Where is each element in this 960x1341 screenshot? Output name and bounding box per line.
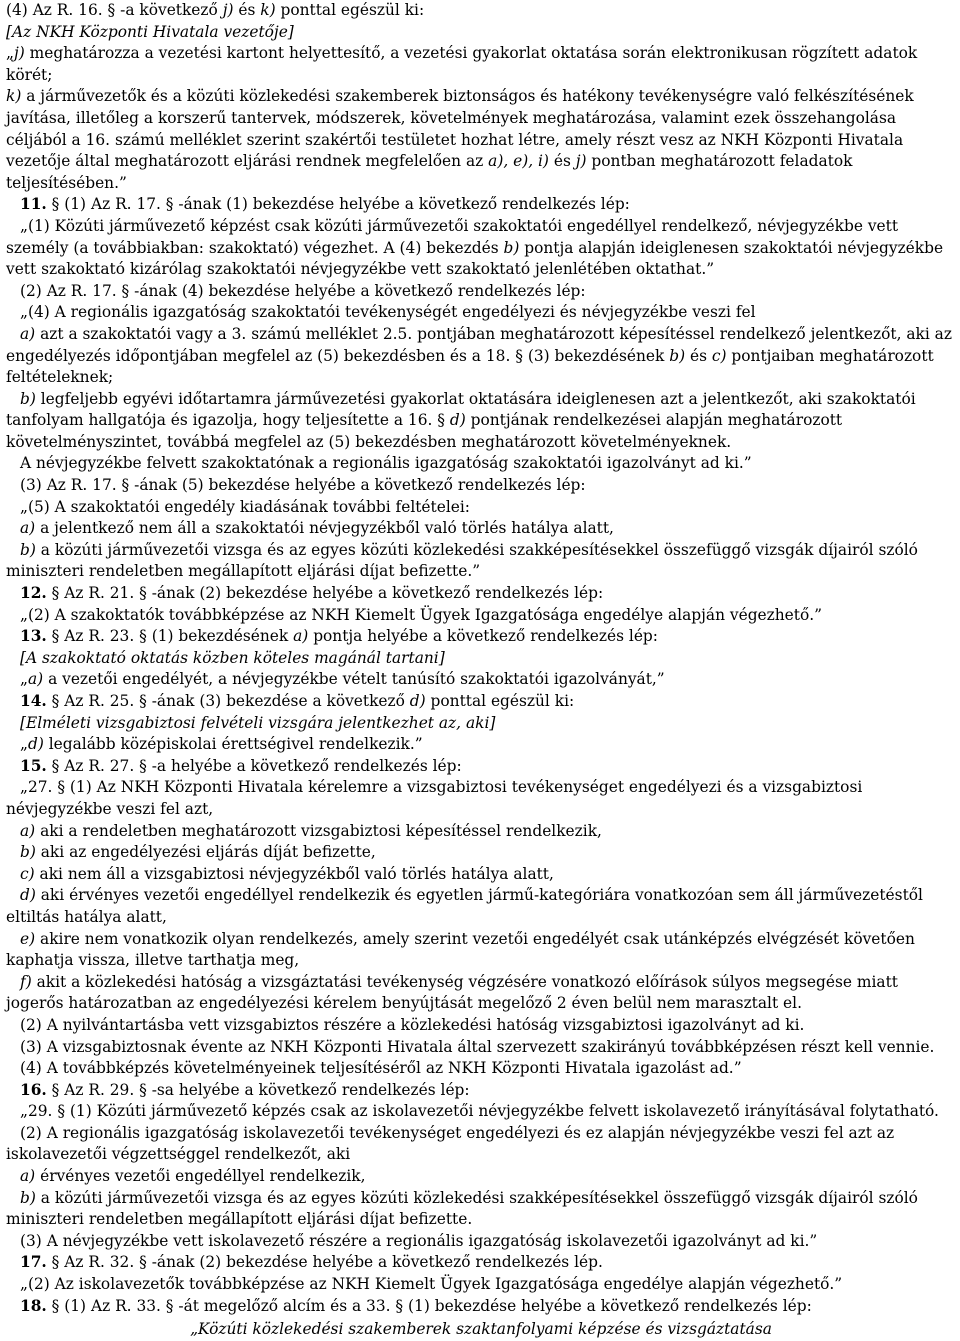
paragraph-text: aki érvényes vezetői engedéllyel rendelkezik és egyetlen jármű-kategóriára vonatkozóan sem áll járművezetéstől eltiltás hatálya alatt, [6, 886, 923, 926]
italic-text: b) [20, 1188, 36, 1207]
paragraph-text: akit a közlekedési hatóság a vizsgáztatási tevékenység végzésére vonatkozó előírások súlyos megsegése miatt jogerős határozatban az engedélyezési kérelem benyújtását megelőző 2 éven belül nem marasztalt el. [6, 972, 898, 1013]
paragraph-text: § Az R. 21. § -ának (2) bekezdése helyébe a következő rendelkezés lép: [46, 584, 604, 603]
paragraph [6, 605, 956, 627]
italic-text: b) [20, 540, 36, 559]
paragraph [6, 497, 956, 519]
paragraph [6, 864, 956, 886]
paragraph [6, 216, 956, 281]
italic-text: b) [20, 843, 36, 862]
paragraph-text: (2) Az R. 17. § -ának (4) bekezdése helyébe a következő rendelkezés lép: [20, 281, 586, 300]
paragraph-text: § (1) Az R. 33. § -át megelőző alcím és a 33. § (1) bekezdése helyébe a következő rendelkezés lép: [46, 1296, 812, 1315]
paragraph [6, 713, 956, 735]
paragraph [6, 734, 956, 756]
paragraph [6, 777, 956, 820]
paragraph-text: § Az R. 23. § (1) bekezdésének [46, 627, 294, 646]
paragraph [6, 842, 956, 864]
italic-text: j) [13, 44, 25, 63]
paragraph [6, 669, 956, 691]
paragraph [6, 1231, 956, 1253]
paragraph-text: „29. § (1) Közúti járművezető képzés csak az iskolavezetői névjegyzékbe felvett iskolavezető irányításával folytatható. [20, 1102, 939, 1121]
paragraph-text: (3) A vizsgabiztosnak évente az NKH Központi Hivatala által szervezett szakirányú továbbképzésen részt kell vennie. [20, 1037, 935, 1056]
paragraph-text: pontjaiban meghatározott feltételeknek; [6, 346, 934, 387]
section-number: 17. [20, 1253, 47, 1272]
paragraph [6, 540, 956, 583]
paragraph [6, 453, 956, 475]
italic-text: a) [20, 324, 36, 343]
italic-text: d) [409, 692, 426, 710]
paragraph-text: pontban meghatározott feladatok teljesítésében.” [6, 152, 853, 192]
italic-text: [Az NKH Központi Hivatala vezetője] [6, 22, 294, 41]
paragraph [6, 194, 956, 216]
paragraph [6, 885, 956, 928]
paragraph-text: ponttal egészül ki: [425, 692, 575, 710]
italic-text: d) [449, 411, 466, 430]
paragraph [6, 1058, 956, 1080]
paragraph [6, 1274, 956, 1296]
paragraph [6, 1166, 956, 1188]
paragraph [6, 583, 956, 605]
paragraph-text: § Az R. 27. § -a helyébe a következő rendelkezés lép: [46, 756, 462, 775]
paragraph [6, 389, 956, 454]
paragraph [6, 475, 956, 497]
paragraph-text: legfeljebb egyévi időtartamra járművezetési gyakorlat oktatására ideiglenesen azt a jelentkezőt, aki szakoktatói tanfolyam hallgatója és igazolja, hogy teljesítette a 16. § [6, 389, 916, 430]
italic-text: e) [20, 929, 36, 948]
italic-text: a) [27, 670, 44, 689]
paragraph-text: a járművezetők és a közúti közlekedési szakemberek biztonságos és hatékony tevékenységre való felkészítésének javítása, illetőleg a korszerű tantervek, módszerek, követelmények meghatározása, valamint ezek összehangolása céljából a 16. számú melléklet szerint szakértői testületet hozhat létre, amely részt vesz az NKH Központi Hivatala vezetője által meghatározott eljárási rendnek megfelelően az [6, 87, 914, 171]
paragraph-text: és [685, 346, 712, 365]
section-number: 11. [20, 195, 47, 214]
italic-text: [A szakoktató oktatás közben köteles magánál tartani] [20, 648, 445, 667]
document-page [6, 0, 956, 1341]
italic-text: f) [20, 972, 32, 991]
italic-text: k) [260, 1, 276, 19]
section-number: 14. [20, 692, 47, 710]
paragraph-text: „(5) A szakoktatói engedély kiadásának további feltételei: [20, 497, 470, 516]
paragraph-text: „27. § (1) Az NKH Központi Hivatala kérelemre a vizsgabiztosi tevékenységet engedélyezi és a vizsgabiztosi névjegyzékbe veszi fel azt, [6, 778, 863, 818]
paragraph-text: a vezetői engedélyét, a névjegyzékbe vételt tanúsító szakoktatói igazolványát,” [43, 670, 665, 689]
paragraph [6, 756, 956, 778]
paragraph [6, 1037, 956, 1059]
paragraph-text: (4) A továbbképzés követelményeinek teljesítéséről az NKH Központi Hivatala igazolást ad.” [20, 1059, 742, 1078]
paragraph [6, 1188, 956, 1231]
paragraph-text: „(2) Az iskolavezetők továbbképzése az NKH Kiemelt Ügyek Igazgatósága engedélye alapján végezhető.” [20, 1275, 843, 1294]
paragraph-text: § Az R. 32. § -ának (2) bekezdése helyébe a következő rendelkezés lép. [46, 1253, 603, 1272]
paragraph [6, 324, 956, 389]
paragraph-text: (3) Az R. 17. § -ának (5) bekezdése helyébe a következő rendelkezés lép: [20, 476, 586, 495]
paragraph [6, 648, 956, 670]
paragraph [6, 86, 956, 194]
paragraph-text: „(1) Közúti járművezető képzést csak közúti járművezetői szakoktatói engedéllyel rendelkező, névjegyzékbe vett személy (a továbbiakban: szakoktató) végezhet. A (4) bekezdés [6, 216, 899, 257]
italic-text: c) [20, 864, 35, 883]
paragraph [6, 1252, 956, 1274]
paragraph [6, 1015, 956, 1037]
paragraph-text: azt a szakoktatói vagy a 3. számú melléklet 2.5. pontjában meghatározott képesítéssel rendelkező jelentkezőt, aki az engedélyezés időpontjában megfelel az (5) bekezdésben és a 18. § (3) bekezdésének [6, 324, 952, 365]
paragraph-text: „(4) A regionális igazgatóság szakoktatói tevékenységét engedélyezi és névjegyzékbe veszi fel [20, 303, 756, 322]
paragraph [6, 518, 956, 540]
paragraph-text: (2) A nyilvántartásba vett vizsgabiztos részére a közlekedési hatóság vizsgabiztosi igazolványt ad ki. [20, 1015, 805, 1034]
paragraph [6, 22, 956, 44]
paragraph-text: aki a rendeletben meghatározott vizsgabiztosi képesítéssel rendelkezik, [35, 821, 602, 840]
paragraph [6, 43, 956, 86]
paragraph-text: a közúti járművezetői vizsga és az egyes közúti közlekedési szakképesítésekkel összefüggő vizsgák díjairól szóló miniszteri rendeletben megállapított eljárási díjat befizette. [6, 1188, 918, 1229]
paragraph [6, 1296, 956, 1318]
paragraph-text: ponttal egészül ki: [275, 1, 425, 19]
section-number: 16. [20, 1080, 47, 1099]
paragraph [6, 0, 956, 22]
paragraph-text: pontja helyébe a következő rendelkezés lép: [308, 627, 658, 646]
paragraph [6, 626, 956, 648]
italic-text: a), e), i) [488, 152, 549, 171]
italic-text: a) [20, 519, 36, 538]
italic-text: c) [711, 346, 727, 365]
paragraph-text: érvényes vezetői engedéllyel rendelkezik, [35, 1167, 366, 1186]
italic-text: a) [293, 627, 309, 646]
section-number: 15. [20, 756, 47, 775]
paragraph-text: § Az R. 25. § -ának (3) bekezdése a következő [46, 692, 410, 710]
paragraph [6, 821, 956, 843]
paragraph-text: „ [20, 670, 28, 689]
paragraph-text: és [548, 152, 576, 171]
italic-text: j) [222, 1, 234, 19]
paragraph [6, 1101, 956, 1123]
paragraph-text: legalább középiskolai érettségivel rendelkezik.” [43, 735, 423, 754]
paragraph-text: a közúti járművezetői vizsga és az egyes közúti közlekedési szakképesítésekkel összefüggő vizsgák díjairól szóló miniszteri rendeletben megállapított eljárási díjat befizette.” [6, 540, 918, 581]
section-number: 13. [20, 627, 47, 646]
paragraph-text: „ [20, 735, 28, 754]
paragraph-text: pontja alapján ideiglenesen szakoktatói névjegyzékbe vett szakoktató kizárólag szakoktatói névjegyzékbe vett szakoktató jelenlétében oktathat.” [6, 238, 944, 279]
paragraph [6, 1123, 956, 1166]
paragraph [6, 691, 956, 713]
italic-text: b) [669, 346, 686, 365]
italic-text: a) [20, 1167, 36, 1186]
paragraph-text: A névjegyzékbe felvett szakoktatónak a regionális igazgatóság szakoktatói igazolványt ad ki.” [20, 454, 752, 473]
paragraph-text: és [233, 1, 261, 19]
paragraph-text: „(2) A szakoktatók továbbképzése az NKH Kiemelt Ügyek Igazgatósága engedélye alapján végezhető.” [20, 605, 822, 624]
italic-text: a) [20, 821, 36, 840]
paragraph [6, 281, 956, 303]
paragraph-text: (2) A regionális igazgatóság iskolavezetői tevékenységet engedélyezi és ez alapján névjegyzékbe veszi fel azt az iskolavezetői végzettséggel rendelkezőt, aki [6, 1123, 895, 1164]
section-number: 12. [20, 584, 47, 603]
paragraph-text: aki az engedélyezési eljárás díját befizette, [35, 843, 376, 862]
italic-text: [Elméleti vizsgabiztosi felvételi vizsgára jelentkezhet az, aki] [20, 713, 496, 732]
italic-text: j) [575, 152, 587, 171]
paragraph-text: „ [6, 44, 14, 63]
paragraph-text: (3) A névjegyzékbe vett iskolavezető részére a regionális igazgatóság iskolavezetői igazolványt ad ki.” [20, 1231, 818, 1250]
italic-text: b) [503, 238, 520, 257]
paragraph [6, 972, 956, 1015]
italic-text: k) [6, 87, 22, 106]
paragraph [6, 302, 956, 324]
paragraph-text: meghatározza a vezetési kartont helyettesítő, a vezetési gyakorlat oktatása során elektronikusan rögzített adatok körét; [6, 44, 918, 84]
italic-text: d) [27, 735, 44, 754]
italic-text: d) [20, 886, 36, 905]
paragraph [6, 1080, 956, 1102]
section-heading: „Közúti közlekedési szakemberek szaktanfolyami képzése és vizsgáztatása [190, 1320, 772, 1339]
paragraph-text: akire nem vonatkozik olyan rendelkezés, amely szerint vezetői engedélyét csak utánképzés elvégzését követően kaphatja vissza, illetve tarthatja meg, [6, 929, 915, 970]
section-number: 18. [20, 1296, 47, 1315]
document-body [6, 0, 956, 1317]
paragraph [6, 929, 956, 972]
paragraph-text: § Az R. 29. § -sa helyébe a következő rendelkezés lép: [46, 1080, 470, 1099]
italic-text: b) [20, 389, 36, 408]
paragraph-text: aki nem áll a vizsgabiztosi névjegyzékből való törlés hatálya alatt, [34, 864, 554, 883]
paragraph-text: (4) Az R. 16. § -a következő [6, 1, 223, 19]
paragraph-text: a jelentkező nem áll a szakoktatói névjegyzékből való törlés hatálya alatt, [35, 519, 614, 538]
paragraph-text: pontjának rendelkezései alapján meghatározott követelményszintet, továbbá megfelel az (5) bekezdésben meghatározott követelményeknek. [6, 411, 843, 451]
paragraph-text: § (1) Az R. 17. § -ának (1) bekezdése helyébe a következő rendelkezés lép: [46, 195, 630, 214]
